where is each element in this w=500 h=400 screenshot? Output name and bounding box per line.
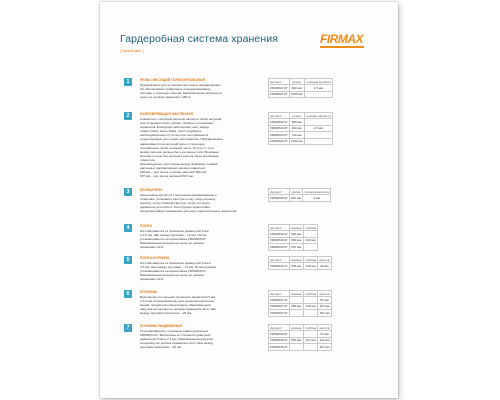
column-header: высота [319, 257, 330, 262]
description-line: 230 мм – для полок и корзин шириной 500 мм; [140, 170, 207, 175]
section-number-badge: 4 [124, 224, 132, 232]
catalog-page [100, 2, 398, 398]
table-cell [303, 344, 317, 350]
section-number-badge: 6 [124, 290, 132, 298]
section-number-badge: 5 [124, 256, 132, 264]
column-header: высота [319, 291, 330, 296]
column-header: высота [319, 325, 330, 330]
column-header: Артикул [269, 79, 290, 85]
column-header: глубина [305, 291, 317, 296]
description-line: держатель для юбок и. Конструкция кронштейна [140, 205, 210, 210]
page-subtitle: ( Белый цвет ) [120, 49, 144, 53]
column-header: глубина [305, 225, 317, 230]
description-line: Он обеспечивает правильное позиционирование [140, 87, 211, 92]
section-number-badge: 1 [124, 78, 132, 86]
column-header: Артикул [269, 225, 290, 231]
table-cell [289, 310, 303, 316]
description-line: на корзину не должна превышать 20 кг. Шаг между [140, 341, 214, 346]
column-header: длина [289, 113, 304, 119]
description-line: навешивается на несущий рельс и помощью [140, 141, 205, 146]
column-header: Артикул [269, 113, 290, 119]
table-row [269, 310, 332, 316]
description-line: необходимую высоту полок или зон хранения в [140, 133, 209, 138]
spec-table [268, 290, 332, 317]
column-header: толщина металла [305, 79, 331, 84]
column-header: глубина [305, 257, 317, 262]
table-cell: 410 мм [303, 303, 317, 309]
spec-table [268, 78, 333, 98]
section-title: ПОЛКА-КОРЗИНА [140, 256, 170, 260]
table-cell: FRM2521.07 [270, 92, 288, 97]
table-row [269, 263, 332, 269]
table-cell: 410 мм [303, 263, 317, 269]
section-title: КРОНШТЕЙН [140, 188, 162, 192]
column-header: толщина металла [304, 189, 330, 194]
table-cell: 67 мм [318, 331, 331, 337]
table-cell: 550 мм [289, 337, 303, 343]
column-header: толщина металла [305, 113, 331, 118]
description-line: прутками проволоки – 25 мм. [140, 345, 183, 350]
description-line: превышать 20 кг. [140, 245, 165, 250]
table-cell: 122 мм [319, 338, 330, 343]
table-row [269, 91, 333, 97]
section-title: ПОЛКА [140, 224, 152, 228]
section-title: РЕЛЬС НЕСУЩИЙ ГОРИЗОНТАЛЬНЫЙ [140, 78, 205, 82]
description-line: 2,5 мм. Шаг между прутками – 14 мм. Полка-корзина [140, 265, 217, 270]
column-header: длина [289, 189, 302, 195]
table-cell: FRM2537.07 [270, 310, 288, 315]
description-line: превышать 20 кг. [140, 277, 165, 282]
description-line: между рельсов должен быть не менее 1,2м. Возможен [140, 149, 219, 154]
table-cell: FRM2542.07 [270, 264, 288, 269]
brand-logo: FIRMAX [320, 32, 363, 46]
section-title: НАПРАВЛЯЮЩАЯ НАСТЕННАЯ [140, 112, 193, 116]
column-header: длина [289, 79, 304, 85]
table-cell: 1100 мм [290, 139, 303, 144]
logo-underline [320, 46, 364, 48]
table-cell: 667 мм [289, 244, 303, 250]
column-header: ширина [290, 291, 302, 296]
description-line: Предназначен для установки настенных направляющих. [140, 83, 222, 87]
table-cell: FRM2536.07 [270, 338, 288, 343]
table-cell: 400 мм [290, 196, 301, 201]
table-cell: FRM2523.07 [270, 126, 288, 131]
table-cell: 1000 мм [290, 92, 303, 97]
column-header: Артикул [269, 325, 290, 331]
table-cell: 410 мм [303, 237, 317, 243]
table-cell: 1 мм [303, 195, 331, 201]
description-line: системы и упрощает монтаж. Максимальная нагрузка на [140, 91, 222, 96]
section-number-badge: 2 [124, 112, 132, 120]
table-cell: 87 мм [318, 297, 331, 303]
table-cell: 710 мм [289, 132, 304, 138]
table-cell: 167 мм [319, 344, 330, 349]
description-line: отверстия. [140, 157, 156, 162]
table-row [269, 195, 331, 201]
table-row [269, 138, 333, 144]
table-cell: FRM2536.07 [270, 344, 288, 349]
spec-table [268, 324, 332, 351]
table-cell: 490 мм [289, 125, 304, 131]
description-line: элементов. Благодаря небольшому шагу между [140, 125, 210, 130]
spec-table [268, 112, 333, 145]
section-description [140, 229, 262, 249]
description-line: монтаж и стене без несущего рельса через крепежные [140, 153, 219, 158]
description-line: Выполнены из стальной проволоки диаметром 5 мм [140, 295, 216, 299]
table-cell: FRM2540.07 [270, 238, 288, 243]
table-cell: 550 мм [289, 263, 303, 269]
table-cell: FRM2523.07 [270, 132, 288, 137]
table-row [269, 344, 332, 350]
table-cell: 500 мм [289, 231, 303, 237]
table-cell: 600 мм [289, 85, 304, 91]
column-header: ширина [290, 325, 302, 330]
table-cell: 417 мм [303, 337, 317, 343]
description-line: для установки полок, корзин, обувных и штанговых [140, 121, 214, 126]
table-cell: FRM2522.07 [270, 120, 288, 125]
table-cell: 187 мм [319, 310, 330, 315]
section-description [140, 261, 262, 281]
column-header: Артикул [269, 189, 290, 195]
description-line: и 2,5 мм. Шаг между прутками – 14 мм. Полка [140, 233, 207, 238]
section-description [140, 329, 262, 349]
section-number-badge: 7 [124, 324, 132, 332]
table-cell: 1,5 мм [304, 125, 332, 131]
section-title: КОРЗИНЫ [140, 290, 158, 294]
spec-table [268, 224, 318, 251]
table-cell: FRM2537.07 [270, 298, 288, 303]
description-line: и 2,5 мм и предназначены для хранения различных [140, 299, 215, 304]
table-cell: 550 мм [289, 237, 303, 243]
column-header: ширина [290, 257, 302, 262]
table-cell [289, 344, 303, 350]
section-description [140, 295, 262, 315]
table-cell: 1,5 мм [304, 85, 332, 91]
description-line: Кронштейны крепятся к настенным направляющим и [140, 193, 217, 197]
description-line: нагрузка на корзину не должна превышать 20 кг. Шаг [140, 307, 217, 312]
page-title: Гардеробная система хранения [120, 33, 279, 45]
section-number-badge: 3 [124, 188, 132, 196]
description-line: корзину, полку обувной светлую, полку сетчатую, [140, 201, 211, 206]
spec-table [268, 256, 332, 270]
description-line: Максимальная нагрузка на полку не должна [140, 241, 204, 246]
section-description [140, 83, 262, 99]
description-line: Устанавливаются с помощью рамки держателя [140, 329, 208, 333]
description-line: отверстиями, всего 32мм, легко подобрать [140, 129, 202, 134]
column-header: Артикул [269, 291, 290, 297]
section-description [140, 117, 262, 178]
table-cell: 550 мм [289, 303, 303, 309]
section-title: КОРЗИНЫ ВЫДВИЖНЫЕ [140, 324, 183, 328]
table-cell: FRM2524.07 [270, 139, 288, 144]
table-cell [303, 310, 317, 316]
description-line: предусматривает снимаемую заглушку горизонтальных элементов. [140, 209, 238, 214]
description-line: 587 мм – для полок шириной 667 мм. [140, 174, 194, 179]
description-line: рельс не должна превышать 250 кг. [140, 95, 192, 100]
description-line: Максимальная нагрузка на полку не должна [140, 273, 204, 278]
table-cell: FRM2536.07 [270, 332, 288, 337]
table-cell: 380 мм [289, 119, 304, 125]
table-cell: FRM2537.07 [270, 304, 288, 309]
description-line: вещей, предметов и аксессуаров. Максимальная [140, 303, 211, 308]
table-cell: FRM2540.07 [270, 244, 288, 249]
table-cell [304, 91, 332, 97]
description-line: FRM2534.07. Выполнены из стальной проволоки [140, 333, 211, 338]
table-cell: FRM2525.07 [270, 196, 288, 201]
description-line: Рекомендуемое расстояние между крайними точками [140, 162, 218, 167]
table-cell: FRM2521.07 [270, 86, 288, 91]
description-line: диаметром 5 мм и 2,5 мм. Максимальная нагрузка [140, 337, 213, 342]
description-line: существующем доступном пространстве. Направляющая [140, 137, 223, 142]
table-cell [304, 138, 332, 144]
description-line: специальных тапов и нижней части. Отступ от стен [140, 145, 214, 150]
description-line: между прутками проволоки – 25 мм. [140, 311, 193, 316]
column-header: Артикул [269, 257, 290, 263]
column-header: ширина [290, 225, 302, 230]
description-line: устанавливается на кронштейны FRM2525.07. [140, 269, 207, 274]
description-line: настенных направляющих должно равняться: [140, 166, 206, 171]
table-cell: 157 мм [319, 304, 330, 309]
spec-table [268, 188, 331, 202]
description-line: позволяют установить светлую полку, полку-корзину, [140, 197, 216, 202]
description-line: Совместно с несущим рельсом является полки несущей [140, 117, 222, 121]
table-cell [303, 244, 317, 250]
table-cell: 90 мм [318, 263, 331, 269]
column-header: глубина [305, 325, 317, 330]
description-line: Изготавливается из проволоки диаметром 5 мм [140, 229, 209, 233]
table-row [269, 244, 318, 250]
table-cell: FRM2540.07 [270, 232, 288, 237]
description-line: устанавливается на кронштейны FRM2525.07. [140, 237, 207, 242]
description-line: Изготавливается из проволоки диаметром 5 мм и [140, 261, 212, 265]
section-description [140, 193, 262, 213]
